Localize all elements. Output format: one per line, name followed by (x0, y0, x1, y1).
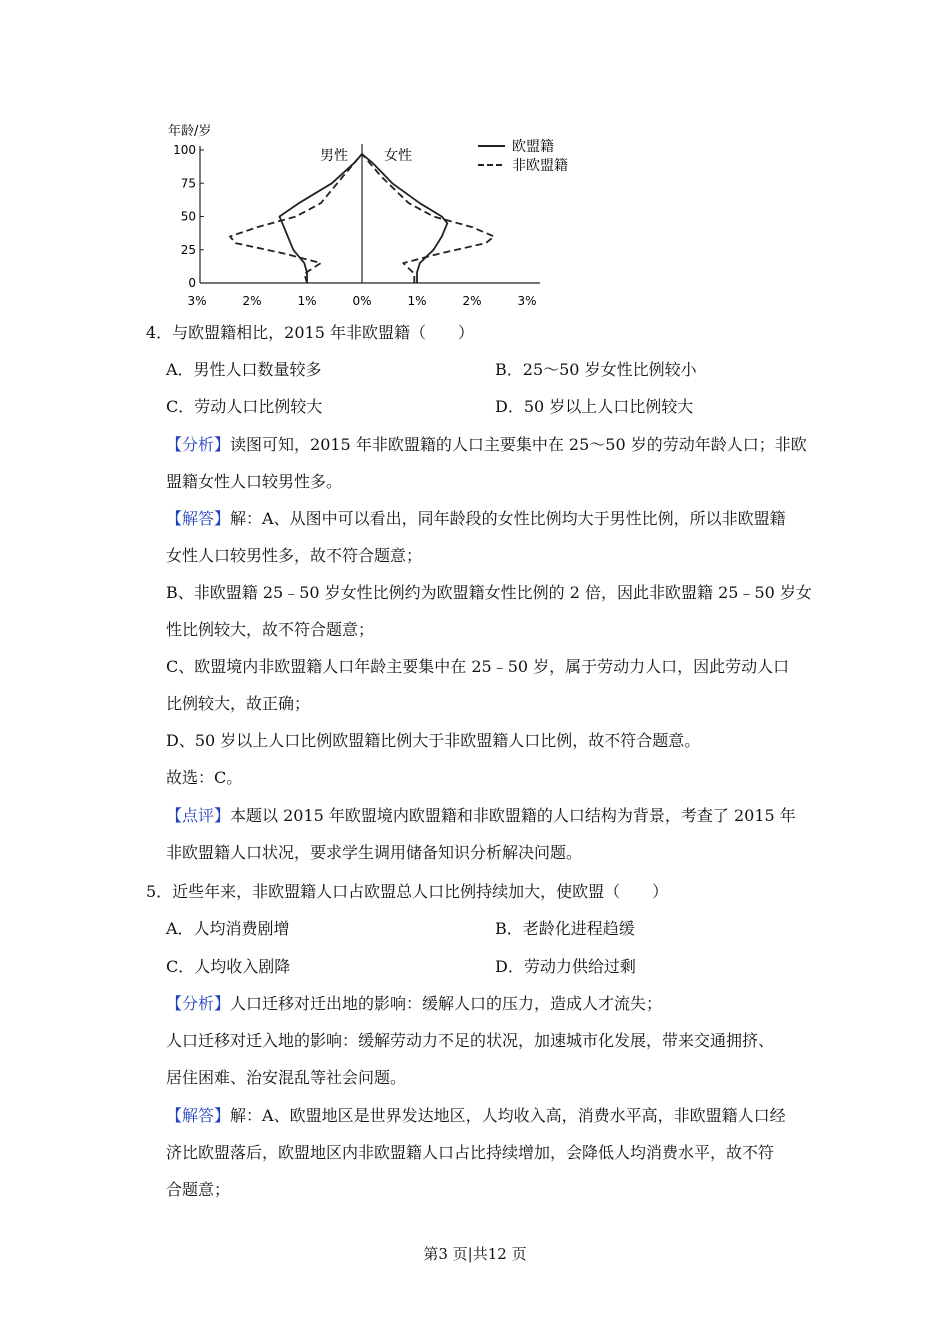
q4-option-a: A．男性人口数量较多 (166, 360, 322, 379)
q5-answer-line (0, 1105, 950, 1127)
y-tick-label: 0 (188, 276, 196, 290)
q5-analysis-line (0, 993, 950, 1015)
text-line: 女性人口较男性多，故不符合题意； (166, 546, 423, 565)
q5-option-a: A．人均消费剧增 (166, 919, 290, 938)
x-tick-label: 1% (407, 294, 427, 308)
text: 读图可知，2015 年非欧盟籍的人口主要集中在 25～50 岁的劳动年龄人口；非欧 (230, 435, 807, 454)
q4-stem: 4．与欧盟籍相比，2015 年非欧盟籍（ ） (146, 323, 474, 342)
text-line: 非欧盟籍人口状况，要求学生调用储备知识分析解决问题。 (166, 843, 583, 862)
q5-stem: 5．近些年来，非欧盟籍人口占欧盟总人口比例持续加大，使欧盟（ ） (146, 882, 669, 901)
q4-answer-line (0, 508, 950, 530)
text-line: 济比欧盟落后，欧盟地区内非欧盟籍人口占比持续增加，会降低人均消费水平，故不符 (166, 1143, 775, 1162)
y-tick-label: 50 (180, 209, 196, 224)
y-axis-label: 年龄/岁 (168, 124, 212, 139)
comment-tag: 【点评】 (166, 806, 231, 825)
q4-comment-line (0, 805, 950, 827)
x-tick-label: 3% (187, 294, 207, 308)
legend-label: 非欧盟籍 (512, 158, 568, 174)
text-line: 盟籍女性人口较男性多。 (166, 472, 343, 491)
q5-option-d: D．劳动力供给过剩 (495, 957, 636, 976)
x-tick-label: 0% (352, 294, 372, 308)
x-tick-label: 1% (297, 294, 317, 308)
text-line: C、欧盟境内非欧盟籍人口年龄主要集中在 25﹣50 岁，属于劳动力人口，因此劳动人口 (166, 657, 790, 676)
answer-tag: 【解答】 (166, 1106, 231, 1125)
text-line: 合题意； (166, 1180, 231, 1199)
q5-option-b: B．老龄化进程趋缓 (495, 919, 635, 938)
legend-label: 欧盟籍 (512, 139, 554, 155)
text-line: 人口迁移对迁入地的影响：缓解劳动力不足的状况，加速城市化发展，带来交通拥挤、 (166, 1031, 775, 1050)
text-line: 性比例较大，故不符合题意； (166, 620, 375, 639)
answer-tag: 【解答】 (166, 509, 231, 528)
q5-option-c: C．人均收入剧降 (166, 957, 291, 976)
q4-analysis-line (0, 434, 950, 456)
page-footer: 第3 页|共12 页 (423, 1245, 527, 1263)
q4-option-c: C．劳动人口比例较大 (166, 397, 323, 416)
analysis-tag: 【分析】 (166, 994, 231, 1013)
q4-option-d: D．50 岁以上人口比例较大 (495, 397, 694, 416)
analysis-tag: 【分析】 (166, 435, 231, 454)
text-line: B、非欧盟籍 25﹣50 岁女性比例约为欧盟籍女性比例的 2 倍，因此非欧盟籍 25﹣50 岁女 (166, 583, 812, 602)
text: 本题以 2015 年欧盟境内欧盟籍和非欧盟籍的人口结构为背景，考查了 2015 年 (230, 806, 796, 825)
q4-option-b: B．25～50 岁女性比例较小 (495, 360, 697, 379)
female-label: 女性 (384, 148, 412, 164)
x-tick-label: 3% (517, 294, 537, 308)
text: 解：A、从图中可以看出，同年龄段的女性比例均大于男性比例，所以非欧盟籍 (230, 509, 786, 528)
x-tick-label: 2% (242, 294, 262, 308)
text-line: 居住困难、治安混乱等社会问题。 (166, 1068, 407, 1087)
x-tick-label: 2% (462, 294, 482, 308)
text-line: 故选：C。 (166, 768, 243, 787)
y-tick-label: 25 (180, 242, 196, 257)
y-tick-label: 100 (173, 143, 196, 157)
male-label: 男性 (320, 148, 348, 164)
text: 人口迁移对迁出地的影响：缓解人口的压力，造成人才流失； (230, 994, 663, 1013)
text-line: D、50 岁以上人口比例欧盟籍比例大于非欧盟籍人口比例，故不符合题意。 (166, 731, 701, 750)
text: 解：A、欧盟地区是世界发达地区，人均收入高，消费水平高，非欧盟籍人口经 (230, 1106, 786, 1125)
population-pyramid-chart (160, 118, 600, 318)
text-line: 比例较大，故正确； (166, 694, 311, 713)
y-tick-label: 75 (180, 176, 196, 191)
